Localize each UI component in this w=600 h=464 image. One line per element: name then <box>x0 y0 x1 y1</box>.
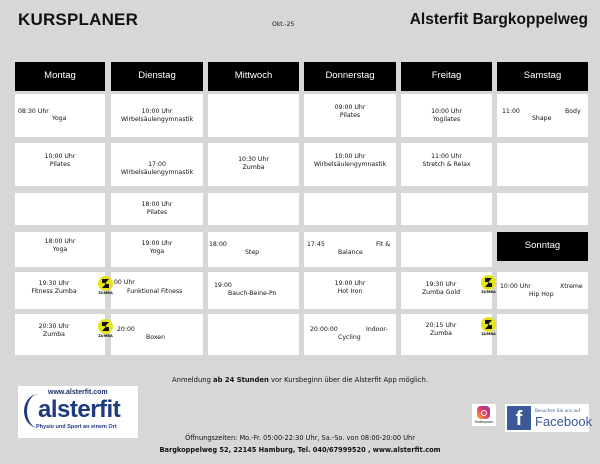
class-time: 20:00 <box>117 326 135 333</box>
class-time: 10:00 Uhr <box>141 108 173 115</box>
class-time: 11:00 Uhr <box>431 153 462 160</box>
zumba-logo-icon: ZUMBA <box>481 317 496 337</box>
class-time: 10:00 Uhr <box>334 153 366 160</box>
class-time: 09:00 Uhr <box>334 104 366 111</box>
day-header-sonntag: Sonntag <box>497 232 588 261</box>
class-name: Hip Hop <box>529 291 554 298</box>
class-cell <box>304 143 396 186</box>
class-time: 00 Uhr <box>114 279 135 286</box>
class-cell <box>15 94 105 137</box>
class-name: Xtreme <box>560 283 583 290</box>
class-time: 17:00 <box>148 161 166 168</box>
class-cell-empty <box>304 193 396 225</box>
day-header-donnerstag: Donnerstag <box>304 62 396 91</box>
day-header-freitag: Freitag <box>401 62 492 91</box>
class-name: Yoga <box>52 246 68 254</box>
instagram-icon <box>477 406 490 419</box>
facebook-icon: f <box>507 406 531 430</box>
class-cell <box>111 193 203 225</box>
class-cell <box>304 272 396 309</box>
class-name: Indoor- <box>366 326 388 333</box>
class-time: 11:00 <box>502 108 520 115</box>
facebook-badge[interactable] <box>505 404 593 432</box>
logo-url: www.alsterfit.com <box>48 389 108 396</box>
page-title: KURSPLANER <box>18 10 139 29</box>
instagram-caption: findtegram <box>474 420 494 424</box>
class-name: Hot Iron <box>337 288 363 296</box>
class-cell <box>111 94 203 137</box>
class-time: 10:00 Uhr <box>431 108 462 115</box>
facebook-label: Facebook <box>535 414 593 429</box>
class-name: Zumba <box>43 331 65 339</box>
class-time: 10:30 Uhr <box>238 156 269 163</box>
class-time: 10:00 Uhr <box>44 153 76 160</box>
class-time: 18:00 <box>209 241 227 248</box>
class-name: Fitness Zumba <box>31 288 77 296</box>
class-time: 19:00 Uhr <box>141 240 173 247</box>
class-name: Yoga <box>52 115 67 122</box>
booking-notice: Anmeldung ab 24 Stunden vor Kursbeginn über die Alsterfit App möglich. <box>171 376 429 384</box>
class-cell <box>15 143 105 186</box>
class-name: Fit & <box>376 241 391 248</box>
class-time: 20:30 Uhr <box>38 323 70 330</box>
class-cell <box>401 94 492 137</box>
class-cell-empty <box>208 193 299 225</box>
class-time: 10:00 Uhr <box>500 283 531 290</box>
class-name: Bauch-Beine-Po <box>228 290 277 297</box>
class-time: 18:00 Uhr <box>44 238 76 245</box>
class-name: Body <box>565 108 581 115</box>
opening-hours: Öffnungszeiten: Mo.-Fr. 05:00-22:30 Uhr, Sa.-So. von 08:00-20:00 Uhr <box>185 434 415 442</box>
logo-tagline: Physio und Sport an einem Ort <box>36 424 117 430</box>
class-name: Zumba <box>430 330 452 338</box>
class-cell <box>401 272 492 309</box>
logo-wordmark: alsterfit <box>38 396 121 423</box>
class-time: 20:15 Uhr <box>425 322 457 329</box>
class-cell <box>111 143 203 186</box>
class-cell <box>15 314 105 355</box>
class-cell <box>401 314 492 355</box>
class-name: Pilates <box>339 112 361 120</box>
class-cell <box>208 143 299 186</box>
class-name: Pilates <box>146 209 168 217</box>
facebook-small-text: Besuchen Sie uns auf <box>535 408 581 413</box>
zumba-logo-icon: ZUMBA <box>481 275 496 295</box>
zumba-logo-icon: ZUMBA <box>98 276 113 296</box>
class-cell-empty <box>497 314 588 355</box>
class-cell <box>208 232 299 267</box>
studio-name: Alsterfit Bargkoppelweg <box>409 11 588 28</box>
class-cell <box>304 94 396 137</box>
class-time: 20:00:00 <box>310 326 338 333</box>
class-cell <box>497 94 588 137</box>
day-header-samstag: Samstag <box>497 62 588 91</box>
class-time: 18:00 Uhr <box>141 201 173 208</box>
class-name: Wirbelsäulengymnastik <box>120 169 194 177</box>
class-cell-empty <box>497 143 588 186</box>
class-cell-empty <box>401 193 492 225</box>
class-name: Yoga <box>149 248 165 256</box>
class-cell <box>15 232 105 267</box>
class-cell <box>111 232 203 267</box>
class-cell <box>208 272 299 309</box>
class-time: 19:00 Uhr <box>334 280 366 287</box>
class-name: Wirbelsäulengymnastik <box>120 116 194 124</box>
day-header-mittwoch: Mittwoch <box>208 62 299 91</box>
class-cell <box>111 314 203 355</box>
class-cell-empty <box>208 314 299 355</box>
class-cell <box>497 272 588 309</box>
class-name: Zumba <box>242 164 265 172</box>
month-label: Okt.-25 <box>272 21 295 28</box>
class-time: 19:30 Uhr <box>38 280 70 287</box>
class-name: Boxen <box>146 334 166 341</box>
day-header-montag: Montag <box>15 62 105 91</box>
class-time: 17:45 <box>307 241 325 248</box>
class-time: 19:00 <box>214 282 232 289</box>
class-cell <box>15 272 105 309</box>
class-name: Yogilates <box>432 116 461 124</box>
address-line: Bargkoppelweg 52, 22145 Hamburg, Tel. 040/67999520 , www.alsterfit.com <box>159 446 441 454</box>
zumba-logo-icon: ZUMBA <box>98 319 113 339</box>
instagram-badge[interactable] <box>472 404 496 426</box>
class-cell-empty <box>15 193 105 225</box>
class-name: Zumba Gold <box>421 289 461 297</box>
class-name: Cycling <box>338 334 361 341</box>
class-cell <box>401 143 492 186</box>
class-name: Step <box>245 249 260 256</box>
class-name: Wirbelsäulengymnastik <box>313 161 387 169</box>
class-cell-empty <box>401 232 492 267</box>
alsterfit-logo <box>18 386 138 438</box>
class-name: Balance <box>338 249 363 256</box>
class-name: Shape <box>532 115 552 122</box>
class-cell <box>111 272 203 309</box>
class-name: Funktional Fitness <box>127 288 183 295</box>
class-cell <box>304 314 396 355</box>
class-cell <box>304 232 396 267</box>
day-header-dienstag: Dienstag <box>111 62 203 91</box>
class-cell-empty <box>208 94 299 137</box>
class-name: Stretch & Relax <box>422 161 471 169</box>
class-cell-empty <box>497 193 588 225</box>
class-time: 08:30 Uhr <box>18 108 49 115</box>
class-time: 19:30 Uhr <box>425 281 457 288</box>
class-name: Pilates <box>49 161 71 169</box>
